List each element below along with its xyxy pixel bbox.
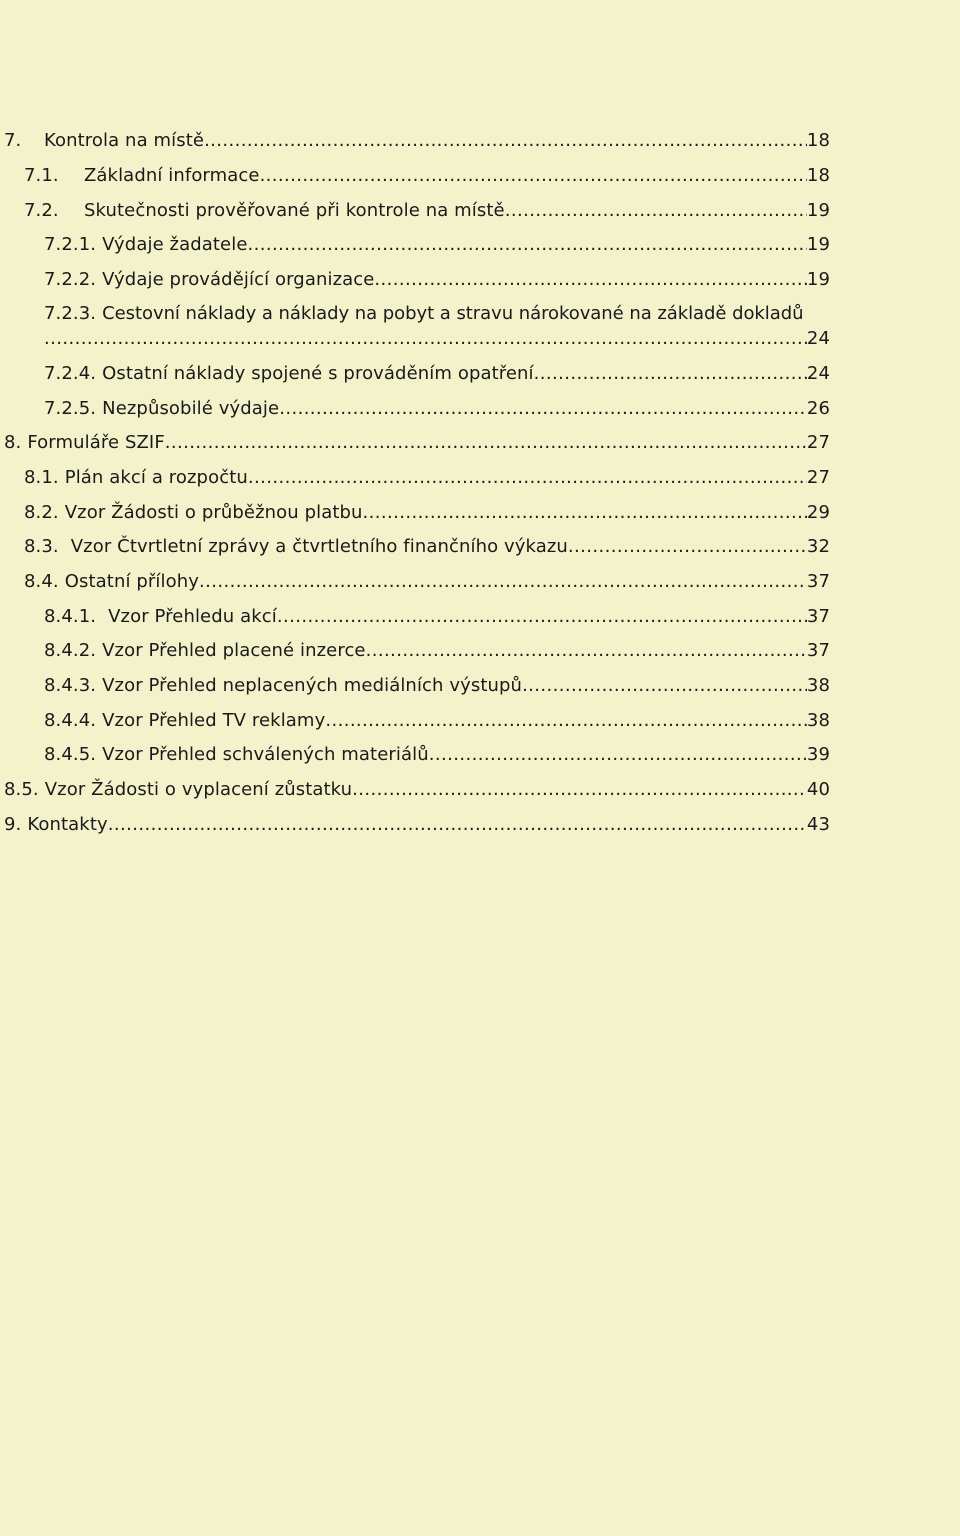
toc-entry-page: 24 bbox=[806, 363, 830, 384]
toc-entry-page: 18 bbox=[806, 130, 830, 151]
toc-entry-page: 40 bbox=[806, 779, 830, 800]
toc-leader-dots bbox=[374, 265, 806, 295]
toc-leader-dots bbox=[277, 602, 807, 632]
toc-entry-title: Vzor Přehledu akcí bbox=[108, 606, 277, 627]
toc-entry-page: 27 bbox=[806, 467, 830, 488]
toc-entry-title: Nezpůsobilé výdaje bbox=[102, 398, 280, 419]
toc-entry-title: Vzor Přehled TV reklamy bbox=[102, 710, 326, 731]
toc-entry-page: 27 bbox=[806, 432, 830, 453]
toc-entry-title: Plán akcí a rozpočtu bbox=[64, 467, 248, 488]
toc-entry[interactable] bbox=[44, 265, 830, 295]
toc-entry-title: Vzor Čtvrtletní zprávy a čtvrtletního finančního výkazu bbox=[70, 536, 568, 557]
toc-entry[interactable] bbox=[24, 463, 830, 493]
toc-leader-dots bbox=[429, 740, 807, 770]
toc-entry-number: 8.3. bbox=[24, 536, 59, 557]
toc-leader-dots bbox=[248, 230, 807, 260]
toc-leader-dots bbox=[44, 324, 807, 354]
toc-entry-page: 39 bbox=[806, 744, 830, 765]
toc-entry-page: 37 bbox=[806, 571, 830, 592]
toc-entry-title: Ostatní náklady spojené s prováděním opatření bbox=[102, 363, 534, 384]
toc-entry[interactable] bbox=[24, 567, 830, 597]
toc-entry[interactable] bbox=[4, 810, 830, 840]
toc-leader-dots bbox=[325, 706, 807, 736]
toc-entry[interactable] bbox=[44, 394, 830, 424]
toc-entry-page: 38 bbox=[806, 675, 830, 696]
toc-entry-number: 9. bbox=[4, 814, 22, 835]
toc-entry-number: 7.2.4. bbox=[44, 363, 97, 384]
toc-entry-number: 8.4.1. bbox=[44, 606, 97, 627]
toc-entry-page: 26 bbox=[806, 398, 830, 419]
toc-leader-dots bbox=[522, 671, 807, 701]
toc-entry[interactable] bbox=[4, 126, 830, 156]
toc-leader-dots bbox=[568, 532, 807, 562]
toc-entry[interactable] bbox=[44, 359, 830, 389]
toc-entry-page: 32 bbox=[806, 536, 830, 557]
toc-leader-dots bbox=[165, 428, 807, 458]
toc-entry-title: Cestovní náklady a náklady na pobyt a stravu nárokované na základě dokladů bbox=[102, 303, 804, 324]
toc-entry-number: 7.2.2. bbox=[44, 269, 97, 290]
toc-leader-dots bbox=[363, 498, 807, 528]
toc-entry-page: 37 bbox=[806, 606, 830, 627]
toc-entry-page: 37 bbox=[806, 640, 830, 661]
toc-entry[interactable] bbox=[24, 161, 830, 191]
toc-entry[interactable] bbox=[24, 196, 830, 226]
toc-entry-number: 8.4.2. bbox=[44, 640, 97, 661]
toc-leader-dots bbox=[108, 810, 807, 840]
toc-entry[interactable] bbox=[4, 775, 830, 805]
toc-entry-page: 24 bbox=[806, 328, 830, 349]
toc-leader-dots bbox=[199, 567, 807, 597]
toc-entry-number: 8.4. bbox=[24, 571, 59, 592]
toc-entry-number: 8. bbox=[4, 432, 22, 453]
toc-entry[interactable] bbox=[4, 428, 830, 458]
toc-leader-dots bbox=[279, 394, 807, 424]
toc-entry-title: Kontakty bbox=[27, 814, 108, 835]
toc-entry-page: 19 bbox=[806, 269, 830, 290]
toc-entry-number: 8.1. bbox=[24, 467, 59, 488]
toc-entry-number: 8.5. bbox=[4, 779, 39, 800]
toc-leader-dots bbox=[204, 126, 807, 156]
toc-entry-page: 38 bbox=[806, 710, 830, 731]
toc-leader-dots bbox=[366, 636, 807, 666]
toc-entry[interactable] bbox=[44, 230, 830, 260]
toc-entry[interactable] bbox=[44, 671, 830, 701]
toc-entry-title: Ostatní přílohy bbox=[64, 571, 199, 592]
toc-entry[interactable] bbox=[44, 636, 830, 666]
toc-entry-page: 19 bbox=[806, 234, 830, 255]
toc-entry[interactable] bbox=[24, 498, 830, 528]
toc-entry[interactable] bbox=[44, 740, 830, 770]
toc-entry-title: Vzor Přehled neplacených mediálních výstupů bbox=[102, 675, 523, 696]
toc-entry-number: 8.4.3. bbox=[44, 675, 97, 696]
toc-entry-number: 8.4.5. bbox=[44, 744, 97, 765]
toc-entry-page: 43 bbox=[806, 814, 830, 835]
toc-entry-title: Formuláře SZIF bbox=[27, 432, 165, 453]
toc-entry-title: Vzor Přehled schválených materiálů bbox=[102, 744, 429, 765]
toc-entry[interactable] bbox=[24, 532, 830, 562]
toc-entry-number: 7.2.5. bbox=[44, 398, 97, 419]
toc-entry-title: Základní informace bbox=[84, 165, 260, 186]
toc-entry-title: Kontrola na místě bbox=[44, 130, 205, 151]
toc-entry-number: 7.2.1. bbox=[44, 234, 97, 255]
toc-entry-page: 18 bbox=[806, 165, 830, 186]
toc-entry-continuation[interactable] bbox=[44, 324, 830, 354]
toc-entry-number: 8.4.4. bbox=[44, 710, 97, 731]
toc-leader-dots bbox=[534, 359, 807, 389]
toc-entry-number: 7.2. bbox=[24, 200, 59, 221]
toc-entry-title: Vzor Žádosti o vyplacení zůstatku bbox=[44, 779, 353, 800]
toc-entry-number: 7.1. bbox=[24, 165, 59, 186]
toc-entry[interactable] bbox=[44, 602, 830, 632]
toc-entry-title: Skutečnosti prověřované při kontrole na místě bbox=[84, 200, 505, 221]
toc-entry-number: 8.2. bbox=[24, 502, 59, 523]
toc-entry-title: Výdaje žadatele bbox=[102, 234, 248, 255]
toc-leader-dots bbox=[248, 463, 807, 493]
toc-entry-number: 7.2.3. bbox=[44, 303, 97, 324]
toc-entry-page: 29 bbox=[806, 502, 830, 523]
toc-entry-number: 7. bbox=[4, 130, 22, 151]
toc-entry-title: Výdaje provádějící organizace bbox=[102, 269, 375, 290]
toc-entry-page: 19 bbox=[806, 200, 830, 221]
toc-entry-title: Vzor Žádosti o průběžnou platbu bbox=[64, 502, 363, 523]
toc-leader-dots bbox=[260, 161, 807, 191]
toc-leader-dots bbox=[505, 196, 807, 226]
toc-entry-title: Vzor Přehled placené inzerce bbox=[102, 640, 366, 661]
toc-entry[interactable] bbox=[44, 706, 830, 736]
toc-leader-dots bbox=[352, 775, 807, 805]
